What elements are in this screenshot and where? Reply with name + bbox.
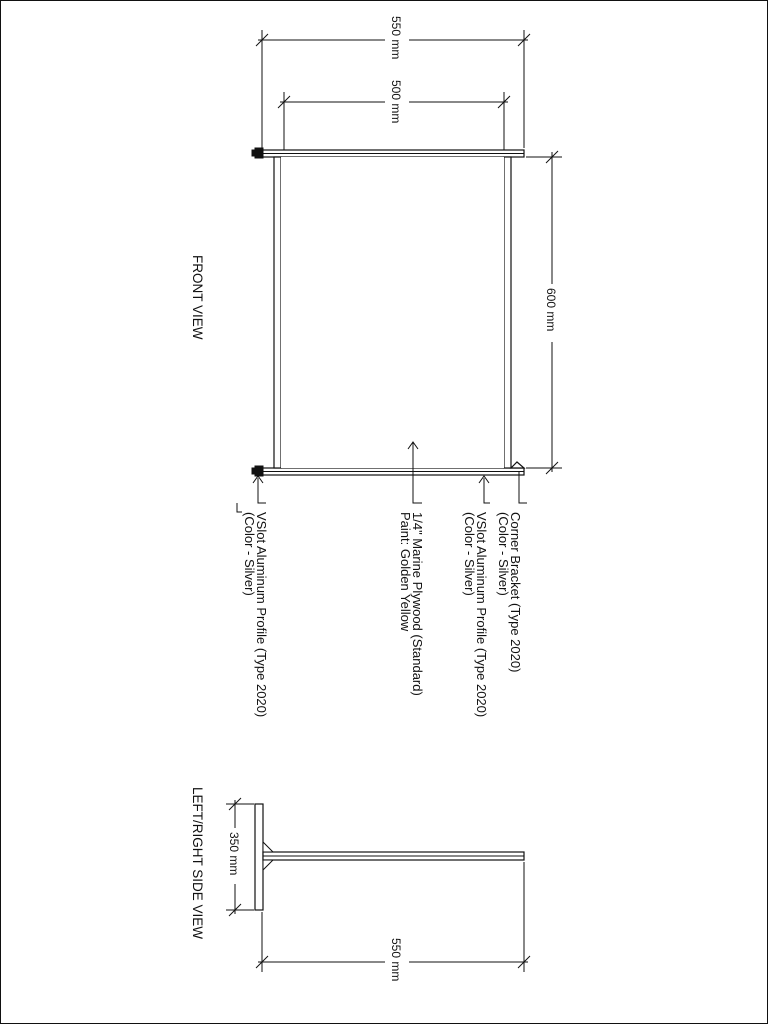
leader-corner-bracket bbox=[519, 472, 527, 503]
end-cap-top bbox=[252, 148, 263, 158]
callout-corner-bracket-line2: (Color - Silver) bbox=[496, 512, 511, 596]
callout-plywood-line2: Paint: Golden Yellow bbox=[398, 512, 413, 632]
plywood-panel bbox=[281, 157, 504, 468]
front-view-title: FRONT VIEW bbox=[190, 255, 205, 340]
dim-height-label: 600 mm bbox=[544, 288, 558, 332]
leader-vslot-right bbox=[479, 476, 490, 503]
dim-side-base-label: 350 mm bbox=[227, 832, 241, 876]
dim-overall-width-label: 550 mm bbox=[389, 16, 403, 60]
side-view-title: LEFT/RIGHT SIDE VIEW bbox=[190, 787, 205, 940]
dim-side-length-label: 550 mm bbox=[389, 938, 403, 982]
callout-vslot-right-line1: VSlot Aluminum Profile (Type 2020) bbox=[474, 512, 489, 718]
side-gusset-top bbox=[263, 842, 273, 852]
callout-plywood-line1: 1/4" Marine Plywood (Standard) bbox=[410, 512, 425, 696]
callout-vslot-left-line2: (Color - Silver) bbox=[242, 512, 257, 596]
front-view bbox=[190, 16, 562, 717]
callout-corner-bracket-line1: Corner Bracket (Type 2020) bbox=[508, 512, 523, 673]
vslot-profile-left bbox=[274, 157, 281, 468]
dim-inner-width-label: 500 mm bbox=[389, 80, 403, 124]
end-cap-bottom bbox=[252, 466, 263, 476]
callout-vslot-left-line1: VSlot Aluminum Profile (Type 2020) bbox=[254, 512, 269, 718]
side-gusset-bottom bbox=[263, 860, 273, 870]
side-view bbox=[190, 787, 530, 989]
side-base-profile bbox=[255, 804, 263, 910]
corner-bracket bbox=[511, 462, 524, 468]
vslot-profile-right bbox=[504, 157, 511, 468]
leader-vslot-left bbox=[237, 476, 266, 512]
callout-vslot-right-line2: (Color - Silver) bbox=[462, 512, 477, 596]
